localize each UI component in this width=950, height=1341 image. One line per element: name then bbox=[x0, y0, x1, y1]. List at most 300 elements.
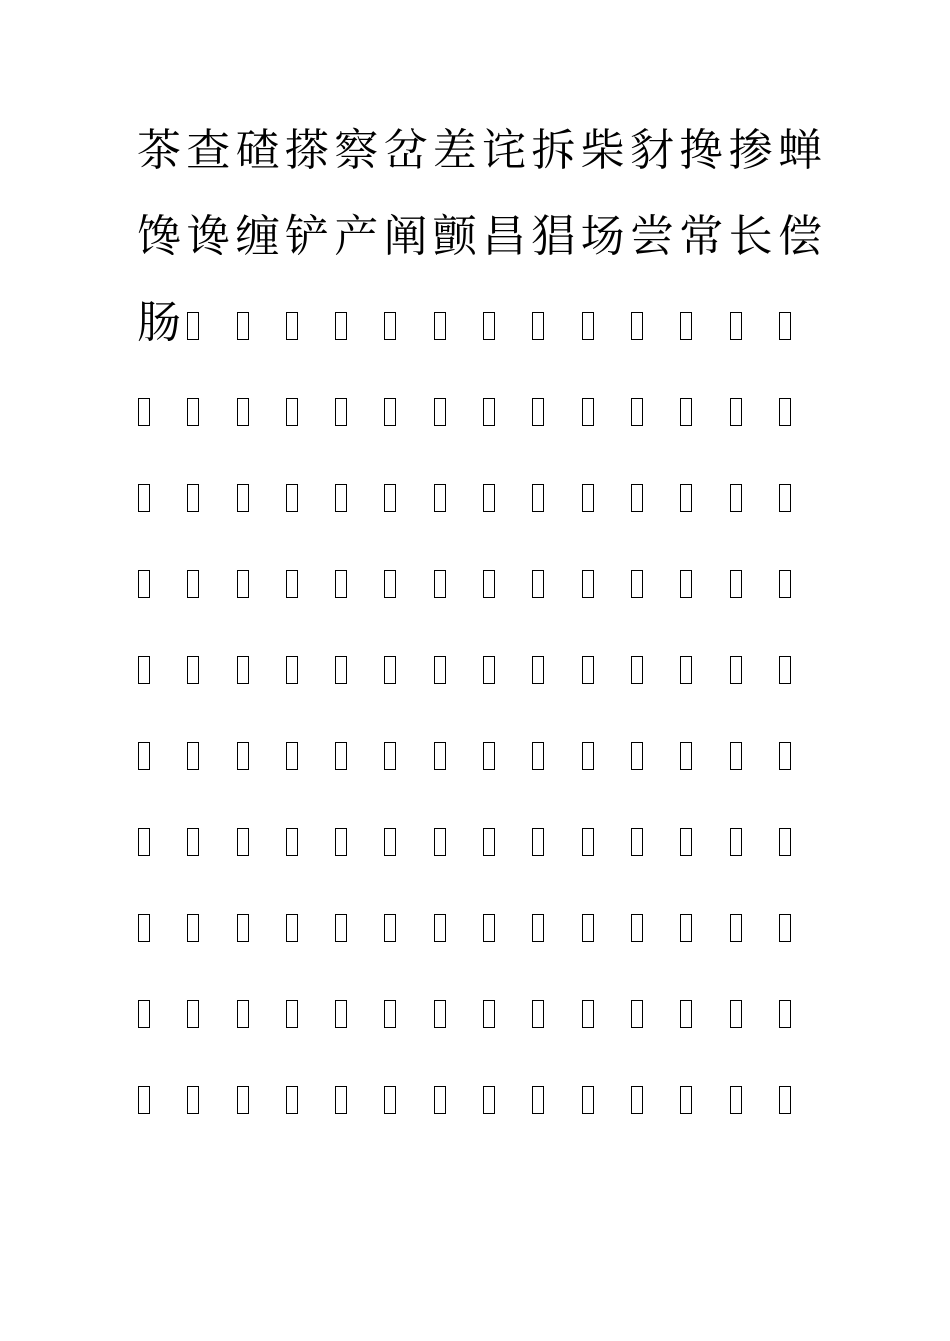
missing-glyph-icon bbox=[383, 452, 432, 538]
missing-glyph-box bbox=[483, 312, 495, 340]
missing-glyph-box bbox=[582, 656, 594, 684]
character: 蝉 bbox=[777, 125, 822, 176]
missing-glyph-box bbox=[582, 398, 594, 426]
missing-glyph-icon bbox=[531, 882, 580, 968]
missing-glyph-box bbox=[532, 914, 544, 942]
missing-glyph-icon bbox=[186, 710, 235, 796]
missing-glyph-box bbox=[631, 570, 643, 598]
missing-glyph-box bbox=[532, 1086, 544, 1114]
missing-glyph-box bbox=[582, 312, 594, 340]
missing-glyph-icon bbox=[531, 1054, 580, 1140]
missing-glyph-icon bbox=[679, 882, 728, 968]
missing-glyph-icon bbox=[778, 452, 827, 538]
missing-glyph-box bbox=[730, 828, 742, 856]
missing-glyph-icon bbox=[285, 1054, 334, 1140]
missing-glyph-box bbox=[187, 656, 199, 684]
character: 岔 bbox=[383, 125, 428, 176]
missing-glyph-box bbox=[730, 656, 742, 684]
missing-glyph-icon bbox=[581, 882, 630, 968]
missing-glyph-box bbox=[384, 398, 396, 426]
missing-glyph-icon bbox=[531, 968, 580, 1054]
missing-glyph-box bbox=[779, 312, 791, 340]
missing-glyph-icon bbox=[334, 882, 383, 968]
missing-glyph-box bbox=[582, 570, 594, 598]
character: 碴 bbox=[235, 125, 280, 176]
character: 搽 bbox=[284, 125, 329, 176]
character: 偿 bbox=[777, 211, 822, 262]
missing-glyph-icon bbox=[581, 796, 630, 882]
missing-glyph-box bbox=[384, 312, 396, 340]
missing-glyph-box bbox=[532, 484, 544, 512]
missing-glyph-icon bbox=[531, 538, 580, 624]
character: 常 bbox=[679, 211, 724, 262]
missing-glyph-icon bbox=[334, 796, 383, 882]
missing-glyph-icon bbox=[383, 1054, 432, 1140]
missing-glyph-box bbox=[187, 914, 199, 942]
character: 察 bbox=[334, 125, 379, 176]
missing-glyph-box bbox=[286, 1000, 298, 1028]
missing-glyph-box bbox=[237, 1086, 249, 1114]
missing-glyph-icon bbox=[383, 624, 432, 710]
missing-glyph-icon bbox=[630, 452, 679, 538]
missing-glyph-box bbox=[779, 1000, 791, 1028]
character: 颤 bbox=[432, 211, 477, 262]
text-line bbox=[137, 538, 837, 624]
missing-glyph-box bbox=[187, 742, 199, 770]
missing-glyph-icon bbox=[137, 710, 186, 796]
missing-glyph-icon bbox=[285, 968, 334, 1054]
missing-glyph-icon bbox=[285, 366, 334, 452]
missing-glyph-icon bbox=[285, 452, 334, 538]
missing-glyph-box bbox=[384, 656, 396, 684]
missing-glyph-icon bbox=[236, 624, 285, 710]
missing-glyph-icon bbox=[334, 710, 383, 796]
missing-glyph-box bbox=[384, 570, 396, 598]
missing-glyph-icon bbox=[186, 366, 235, 452]
missing-glyph-box bbox=[680, 312, 692, 340]
text-line bbox=[137, 796, 837, 882]
missing-glyph-icon bbox=[729, 1054, 778, 1140]
text-line bbox=[137, 710, 837, 796]
missing-glyph-box bbox=[335, 484, 347, 512]
character: 馋 bbox=[137, 211, 181, 262]
missing-glyph-box bbox=[187, 398, 199, 426]
missing-glyph-icon bbox=[433, 710, 482, 796]
missing-glyph-box bbox=[434, 742, 446, 770]
missing-glyph-icon bbox=[531, 796, 580, 882]
missing-glyph-box bbox=[779, 570, 791, 598]
missing-glyph-icon bbox=[630, 796, 679, 882]
missing-glyph-box bbox=[335, 398, 347, 426]
missing-glyph-icon bbox=[581, 710, 630, 796]
missing-glyph-icon bbox=[778, 882, 827, 968]
missing-glyph-icon bbox=[433, 280, 482, 366]
missing-glyph-box bbox=[434, 914, 446, 942]
missing-glyph-icon bbox=[482, 710, 531, 796]
missing-glyph-box bbox=[680, 1086, 692, 1114]
missing-glyph-box bbox=[138, 398, 150, 426]
missing-glyph-icon bbox=[630, 538, 679, 624]
missing-glyph-icon bbox=[334, 1054, 383, 1140]
missing-glyph-icon bbox=[433, 624, 482, 710]
missing-glyph-box bbox=[483, 828, 495, 856]
missing-glyph-box bbox=[384, 484, 396, 512]
missing-glyph-icon bbox=[531, 624, 580, 710]
missing-glyph-icon bbox=[729, 280, 778, 366]
missing-glyph-box bbox=[631, 1000, 643, 1028]
missing-glyph-icon bbox=[433, 538, 482, 624]
missing-glyph-box bbox=[483, 570, 495, 598]
missing-glyph-icon bbox=[679, 366, 728, 452]
missing-glyph-icon bbox=[383, 538, 432, 624]
missing-glyph-box bbox=[582, 1000, 594, 1028]
missing-glyph-icon bbox=[285, 710, 334, 796]
missing-glyph-icon bbox=[334, 452, 383, 538]
missing-glyph-icon bbox=[679, 280, 728, 366]
missing-glyph-box bbox=[138, 656, 150, 684]
missing-glyph-icon bbox=[186, 452, 235, 538]
missing-glyph-box bbox=[384, 742, 396, 770]
missing-glyph-icon bbox=[630, 710, 679, 796]
missing-glyph-box bbox=[483, 914, 495, 942]
character: 拆 bbox=[531, 125, 576, 176]
missing-glyph-box bbox=[138, 742, 150, 770]
missing-glyph-box bbox=[730, 1086, 742, 1114]
missing-glyph-box bbox=[779, 1086, 791, 1114]
missing-glyph-icon bbox=[531, 452, 580, 538]
missing-glyph-icon bbox=[531, 366, 580, 452]
missing-glyph-icon bbox=[186, 538, 235, 624]
missing-glyph-icon bbox=[334, 538, 383, 624]
missing-glyph-icon bbox=[137, 538, 186, 624]
missing-glyph-icon bbox=[778, 796, 827, 882]
missing-glyph-box bbox=[730, 398, 742, 426]
missing-glyph-box bbox=[631, 742, 643, 770]
missing-glyph-box bbox=[187, 1000, 199, 1028]
missing-glyph-icon bbox=[679, 796, 728, 882]
missing-glyph-icon bbox=[778, 366, 827, 452]
text-block bbox=[137, 108, 837, 1140]
missing-glyph-box bbox=[434, 570, 446, 598]
missing-glyph-icon bbox=[729, 882, 778, 968]
missing-glyph-icon bbox=[679, 538, 728, 624]
missing-glyph-box bbox=[532, 312, 544, 340]
missing-glyph-box bbox=[187, 1086, 199, 1114]
missing-glyph-icon bbox=[729, 366, 778, 452]
character: 肠 bbox=[137, 297, 181, 348]
missing-glyph-icon bbox=[729, 710, 778, 796]
missing-glyph-box bbox=[631, 1086, 643, 1114]
missing-glyph-icon bbox=[236, 1054, 285, 1140]
missing-glyph-box bbox=[286, 828, 298, 856]
missing-glyph-icon bbox=[729, 624, 778, 710]
missing-glyph-box bbox=[582, 742, 594, 770]
missing-glyph-box bbox=[532, 656, 544, 684]
missing-glyph-box bbox=[582, 828, 594, 856]
missing-glyph-box bbox=[680, 656, 692, 684]
missing-glyph-icon bbox=[137, 1054, 186, 1140]
missing-glyph-icon bbox=[581, 624, 630, 710]
missing-glyph-box bbox=[779, 484, 791, 512]
missing-glyph-icon bbox=[581, 538, 630, 624]
missing-glyph-icon bbox=[581, 1054, 630, 1140]
missing-glyph-box bbox=[532, 398, 544, 426]
missing-glyph-icon bbox=[581, 366, 630, 452]
missing-glyph-icon bbox=[285, 796, 334, 882]
missing-glyph-box bbox=[335, 312, 347, 340]
character: 场 bbox=[580, 211, 625, 262]
missing-glyph-box bbox=[434, 1000, 446, 1028]
character: 豺 bbox=[629, 125, 674, 176]
missing-glyph-box bbox=[434, 656, 446, 684]
missing-glyph-icon bbox=[383, 280, 432, 366]
missing-glyph-icon bbox=[729, 452, 778, 538]
missing-glyph-icon bbox=[679, 452, 728, 538]
missing-glyph-icon bbox=[778, 280, 827, 366]
missing-glyph-box bbox=[237, 656, 249, 684]
missing-glyph-icon bbox=[186, 1054, 235, 1140]
missing-glyph-icon bbox=[433, 366, 482, 452]
missing-glyph-icon bbox=[334, 624, 383, 710]
missing-glyph-box bbox=[532, 742, 544, 770]
missing-glyph-box bbox=[286, 570, 298, 598]
text-line bbox=[137, 452, 837, 538]
missing-glyph-icon bbox=[137, 624, 186, 710]
missing-glyph-icon bbox=[433, 1054, 482, 1140]
missing-glyph-icon bbox=[137, 796, 186, 882]
missing-glyph-box bbox=[286, 398, 298, 426]
missing-glyph-box bbox=[138, 1086, 150, 1114]
missing-glyph-box bbox=[434, 1086, 446, 1114]
missing-glyph-box bbox=[237, 484, 249, 512]
missing-glyph-icon bbox=[679, 710, 728, 796]
text-line bbox=[137, 968, 837, 1054]
missing-glyph-icon bbox=[383, 968, 432, 1054]
missing-glyph-box bbox=[384, 1086, 396, 1114]
missing-glyph-box bbox=[483, 484, 495, 512]
missing-glyph-icon bbox=[581, 280, 630, 366]
character: 掺 bbox=[728, 125, 773, 176]
missing-glyph-icon bbox=[581, 968, 630, 1054]
missing-glyph-icon bbox=[285, 280, 334, 366]
character: 谗 bbox=[186, 211, 231, 262]
missing-glyph-box bbox=[680, 914, 692, 942]
missing-glyph-icon bbox=[236, 280, 285, 366]
character: 阐 bbox=[383, 211, 428, 262]
missing-glyph-box bbox=[335, 742, 347, 770]
missing-glyph-icon bbox=[433, 452, 482, 538]
missing-glyph-icon bbox=[334, 968, 383, 1054]
missing-glyph-box bbox=[384, 828, 396, 856]
missing-glyph-box bbox=[286, 312, 298, 340]
missing-glyph-box bbox=[237, 312, 249, 340]
missing-glyph-icon bbox=[630, 624, 679, 710]
missing-glyph-icon bbox=[433, 796, 482, 882]
missing-glyph-box bbox=[730, 570, 742, 598]
text-line bbox=[137, 194, 837, 280]
missing-glyph-icon bbox=[236, 882, 285, 968]
missing-glyph-box bbox=[335, 570, 347, 598]
missing-glyph-icon bbox=[630, 366, 679, 452]
missing-glyph-box bbox=[680, 484, 692, 512]
missing-glyph-box bbox=[483, 398, 495, 426]
missing-glyph-icon bbox=[236, 796, 285, 882]
missing-glyph-icon bbox=[236, 366, 285, 452]
missing-glyph-icon bbox=[729, 796, 778, 882]
missing-glyph-icon bbox=[531, 280, 580, 366]
text-line bbox=[137, 366, 837, 452]
missing-glyph-icon bbox=[630, 1054, 679, 1140]
missing-glyph-icon bbox=[285, 538, 334, 624]
missing-glyph-icon bbox=[137, 882, 186, 968]
missing-glyph-box bbox=[335, 1086, 347, 1114]
missing-glyph-box bbox=[286, 484, 298, 512]
missing-glyph-icon bbox=[137, 366, 186, 452]
missing-glyph-icon bbox=[729, 968, 778, 1054]
missing-glyph-icon bbox=[778, 968, 827, 1054]
missing-glyph-box bbox=[335, 656, 347, 684]
text-line bbox=[137, 624, 837, 710]
character: 昌 bbox=[482, 211, 527, 262]
missing-glyph-box bbox=[680, 398, 692, 426]
missing-glyph-box bbox=[138, 914, 150, 942]
missing-glyph-box bbox=[582, 1086, 594, 1114]
missing-glyph-box bbox=[335, 1000, 347, 1028]
character: 查 bbox=[186, 125, 231, 176]
missing-glyph-icon bbox=[679, 968, 728, 1054]
character: 诧 bbox=[482, 125, 527, 176]
missing-glyph-box bbox=[286, 742, 298, 770]
missing-glyph-box bbox=[138, 570, 150, 598]
missing-glyph-icon bbox=[383, 366, 432, 452]
missing-glyph-icon bbox=[679, 624, 728, 710]
missing-glyph-icon bbox=[137, 452, 186, 538]
missing-glyph-box bbox=[631, 656, 643, 684]
missing-glyph-box bbox=[237, 398, 249, 426]
missing-glyph-box bbox=[483, 1000, 495, 1028]
missing-glyph-box bbox=[286, 1086, 298, 1114]
missing-glyph-box bbox=[237, 828, 249, 856]
text-line bbox=[137, 1054, 837, 1140]
missing-glyph-box bbox=[631, 398, 643, 426]
missing-glyph-box bbox=[779, 398, 791, 426]
missing-glyph-icon bbox=[482, 452, 531, 538]
missing-glyph-box bbox=[680, 828, 692, 856]
missing-glyph-icon bbox=[137, 968, 186, 1054]
missing-glyph-icon bbox=[482, 968, 531, 1054]
missing-glyph-icon bbox=[531, 710, 580, 796]
missing-glyph-box bbox=[237, 570, 249, 598]
character: 尝 bbox=[629, 211, 674, 262]
missing-glyph-box bbox=[187, 828, 199, 856]
missing-glyph-box bbox=[483, 656, 495, 684]
missing-glyph-box bbox=[187, 312, 199, 340]
missing-glyph-box bbox=[582, 484, 594, 512]
missing-glyph-icon bbox=[482, 1054, 531, 1140]
missing-glyph-icon bbox=[236, 968, 285, 1054]
missing-glyph-box bbox=[730, 742, 742, 770]
missing-glyph-box bbox=[680, 742, 692, 770]
missing-glyph-icon bbox=[581, 452, 630, 538]
missing-glyph-box bbox=[631, 914, 643, 942]
missing-glyph-icon bbox=[630, 968, 679, 1054]
missing-glyph-icon bbox=[236, 710, 285, 796]
character: 搀 bbox=[679, 125, 724, 176]
missing-glyph-icon bbox=[482, 882, 531, 968]
missing-glyph-icon bbox=[186, 882, 235, 968]
missing-glyph-icon bbox=[482, 280, 531, 366]
missing-glyph-icon bbox=[383, 882, 432, 968]
missing-glyph-box bbox=[532, 828, 544, 856]
missing-glyph-box bbox=[384, 1000, 396, 1028]
missing-glyph-icon bbox=[630, 882, 679, 968]
missing-glyph-icon bbox=[630, 280, 679, 366]
missing-glyph-box bbox=[483, 1086, 495, 1114]
character: 缠 bbox=[235, 211, 280, 262]
missing-glyph-box bbox=[680, 570, 692, 598]
character: 柴 bbox=[580, 125, 625, 176]
missing-glyph-icon bbox=[285, 624, 334, 710]
missing-glyph-box bbox=[779, 742, 791, 770]
missing-glyph-box bbox=[286, 656, 298, 684]
missing-glyph-icon bbox=[186, 624, 235, 710]
missing-glyph-icon bbox=[383, 710, 432, 796]
missing-glyph-box bbox=[532, 570, 544, 598]
missing-glyph-icon bbox=[778, 624, 827, 710]
missing-glyph-icon bbox=[778, 1054, 827, 1140]
missing-glyph-icon bbox=[778, 538, 827, 624]
character: 差 bbox=[432, 125, 477, 176]
text-line bbox=[137, 280, 837, 366]
missing-glyph-icon bbox=[186, 280, 235, 366]
missing-glyph-icon bbox=[186, 796, 235, 882]
character: 产 bbox=[334, 211, 379, 262]
missing-glyph-icon bbox=[334, 366, 383, 452]
missing-glyph-box bbox=[532, 1000, 544, 1028]
character: 铲 bbox=[284, 211, 329, 262]
missing-glyph-box bbox=[730, 312, 742, 340]
missing-glyph-box bbox=[779, 914, 791, 942]
character: 茶 bbox=[137, 125, 181, 176]
missing-glyph-box bbox=[434, 484, 446, 512]
missing-glyph-box bbox=[779, 828, 791, 856]
missing-glyph-box bbox=[187, 484, 199, 512]
missing-glyph-box bbox=[582, 914, 594, 942]
missing-glyph-box bbox=[434, 398, 446, 426]
text-line bbox=[137, 108, 837, 194]
missing-glyph-box bbox=[138, 484, 150, 512]
missing-glyph-icon bbox=[482, 366, 531, 452]
missing-glyph-icon bbox=[433, 882, 482, 968]
missing-glyph-box bbox=[138, 1000, 150, 1028]
missing-glyph-icon bbox=[285, 882, 334, 968]
missing-glyph-box bbox=[138, 828, 150, 856]
missing-glyph-box bbox=[237, 914, 249, 942]
missing-glyph-box bbox=[730, 1000, 742, 1028]
missing-glyph-box bbox=[730, 914, 742, 942]
missing-glyph-icon bbox=[778, 710, 827, 796]
missing-glyph-icon bbox=[482, 624, 531, 710]
missing-glyph-box bbox=[730, 484, 742, 512]
missing-glyph-box bbox=[631, 484, 643, 512]
missing-glyph-icon bbox=[186, 968, 235, 1054]
missing-glyph-icon bbox=[729, 538, 778, 624]
missing-glyph-box bbox=[631, 312, 643, 340]
missing-glyph-box bbox=[286, 914, 298, 942]
missing-glyph-icon bbox=[679, 1054, 728, 1140]
missing-glyph-box bbox=[187, 570, 199, 598]
missing-glyph-icon bbox=[482, 796, 531, 882]
